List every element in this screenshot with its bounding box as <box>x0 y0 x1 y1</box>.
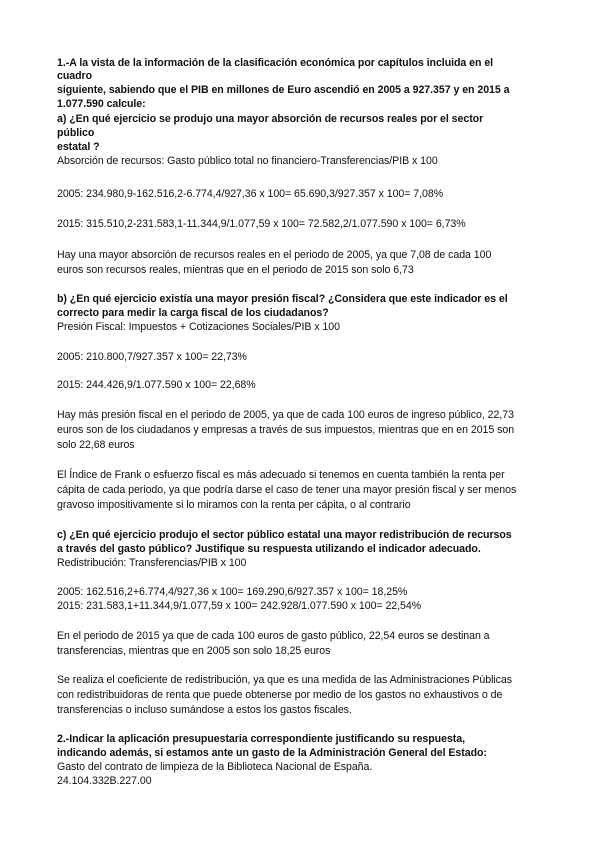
q1a-answer-line-1: Hay una mayor absorción de recursos reales en el periodo de 2005, ya que 7,08 de cada 100 <box>57 249 492 261</box>
q2-item: Gasto del contrato de limpieza de la Biblioteca Nacional de España. <box>57 761 373 773</box>
q2-heading-line-1: 2.-Indicar la aplicación presupuestaria correspondiente justificando su respuesta, <box>57 733 466 745</box>
q2-heading-line-2: indicando además, si estamos ante un gasto de la Administración General del Estado: <box>57 747 487 759</box>
q1-heading-line-1: 1.-A la vista de la información de la clasificación económica por capítulos incluida en el <box>57 57 494 69</box>
q1c-question-line-1: c) ¿En qué ejercicio produjo el sector público estatal una mayor redistribución de recursos <box>57 529 512 541</box>
q1a-answer-line-2: euros son recursos reales, mientras que en el periodo de 2015 son solo 6,73 <box>57 264 414 276</box>
q1a-formula: Absorción de recursos: Gasto público total no financiero-Transferencias/PIB x 100 <box>57 155 438 167</box>
q1b-frank-line-3: gravoso impositivamente si lo miramos con la renta per cápita, o al contrario <box>57 499 411 511</box>
q1b-question-line-2: correcto para medir la carga fiscal de los ciudadanos? <box>57 307 329 319</box>
q1c-answer-line-1: En el periodo de 2015 ya que de cada 100 euros de gasto público, 22,54 euros se destinan a <box>57 630 490 642</box>
q1b-answer-line-1: Hay más presión fiscal en el periodo de 2005, ya que de cada 100 euros de ingreso público, 22,73 <box>57 409 514 421</box>
q1b-frank-line-2: cápita de cada periodo, ya que podría darse el caso de tener una mayor presión fiscal y ser menos <box>57 484 517 496</box>
q1b-answer-line-3: solo 22,68 euros <box>57 439 135 451</box>
q1c-question-line-2: a través del gasto público? Justifique su respuesta utilizando el indicador adecuado. <box>57 543 481 555</box>
q1b-calc-2005: 2005: 210.800,7/927.357 x 100= 22,73% <box>57 351 247 363</box>
q1c-calc-2005: 2005: 162.516,2+6.774,4/927,36 x 100= 169.290,6/927.357 x 100= 18,25% <box>57 586 408 598</box>
q1b-question-line-1: b) ¿En qué ejercicio existía una mayor presión fiscal? ¿Considera que este indicador es el <box>57 293 508 305</box>
q1c-note-line-3: transferencias o incluso sumándose a estos los gastos fiscales. <box>57 704 352 716</box>
q1c-formula: Redistribución: Transferencias/PIB x 100 <box>57 557 247 569</box>
q1a-calc-2015: 2015: 315.510,2-231.583,1-11.344,9/1.077,59 x 100= 72.582,2/1.077.590 x 100= 6,73% <box>57 218 466 230</box>
q1a-question-line-1: a) ¿En qué ejercicio se produjo una mayor absorción de recursos reales por el sector <box>57 113 484 125</box>
q1-heading-line-4: 1.077.590 calcule: <box>57 98 146 110</box>
q1c-note-line-2: con redistribuidoras de renta que puede obtenerse por medio de los gastos no exhaustivos o de <box>57 689 503 701</box>
q1b-frank-line-1: El Índice de Frank o esfuerzo fiscal es más adecuado si tenemos en cuenta también la renta per <box>57 469 505 481</box>
q1c-calc-2015: 2015: 231.583,1+11.344,9/1.077,59 x 100= 242.928/1.077.590 x 100= 22,54% <box>57 600 422 612</box>
q1b-answer-line-2: euros son de los ciudadanos y empresas a través de sus impuestos, mientras que en en 2015 son <box>57 424 515 436</box>
q2-code: 24.104.332B.227.00 <box>57 775 152 787</box>
q1a-question-line-3: estatal ? <box>57 141 100 153</box>
q1a-calc-2005: 2005: 234.980,9-162.516,2-6.774,4/927,36 x 100= 65.690,3/927.357 x 100= 7,08% <box>57 188 444 200</box>
q1-heading-line-2: cuadro <box>57 70 93 82</box>
q1c-answer-line-2: transferencias, mientras que en 2005 son solo 18,25 euros <box>57 645 331 657</box>
q1-heading-line-3: siguiente, sabiendo que el PIB en millones de Euro ascendió en 2005 a 927.357 y en 2015 a <box>57 84 510 96</box>
q1c-note-line-1: Se realiza el coeficiente de redistribución, ya que es una medida de las Administraciones Públicas <box>57 674 513 686</box>
q1b-calc-2015: 2015: 244.426,9/1.077.590 x 100= 22,68% <box>57 379 256 391</box>
q1a-question-line-2: público <box>57 127 95 139</box>
q1b-formula: Presión Fiscal: Impuestos + Cotizaciones Sociales/PIB x 100 <box>57 321 340 333</box>
